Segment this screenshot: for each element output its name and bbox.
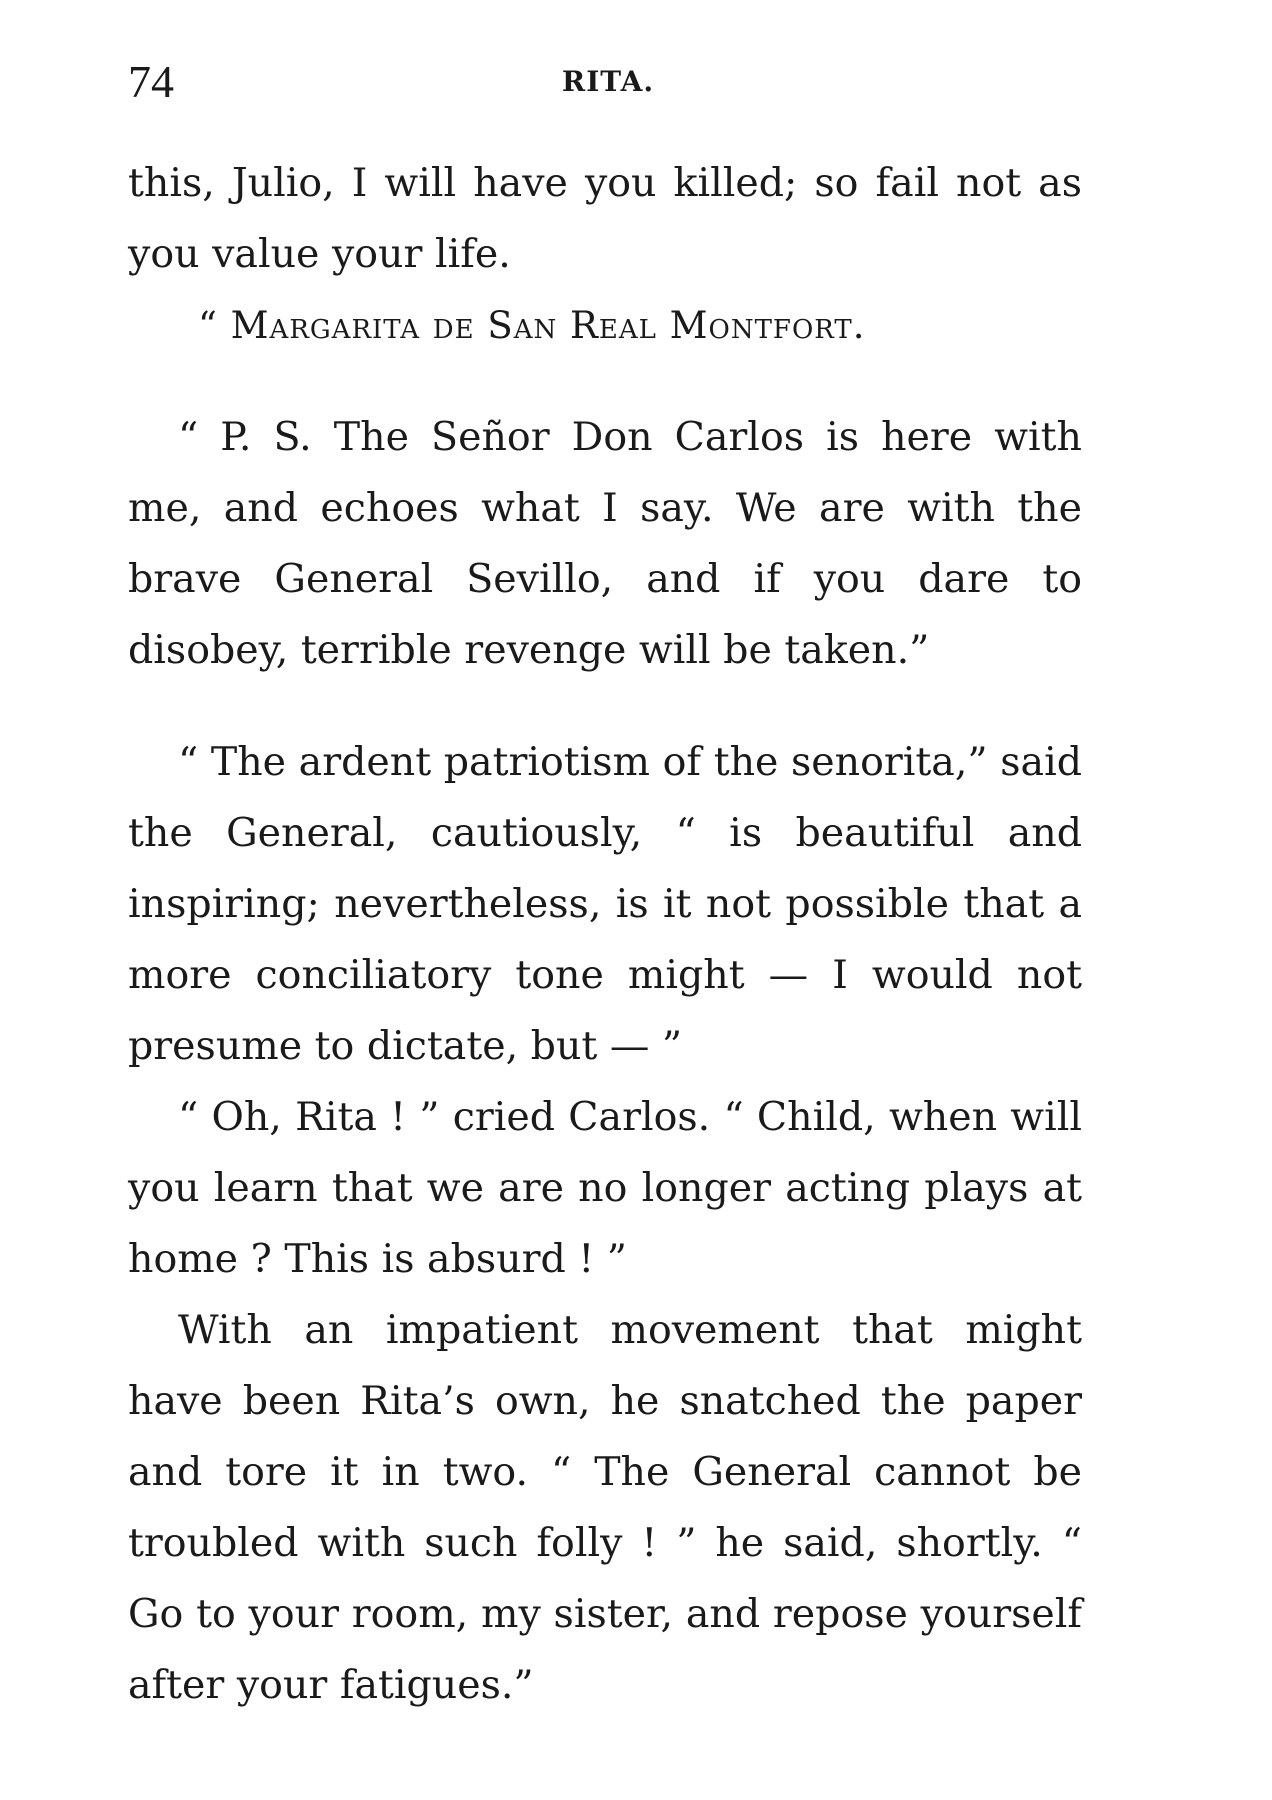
paragraph-postscript: “ P. S. The Señor Don Carlos is here with me, and echoes what I say. We are with the brave General Sevillo, and if you dare to disobey, terrible revenge will be taken.” — [128, 414, 1082, 673]
page-number: 74 — [128, 56, 174, 107]
paragraph-carlos-exclaims: “ Oh, Rita ! ” cried Carlos. “ Child, when will you learn that we are no longer acting plays at home ? This is absurd ! ” — [128, 1094, 1082, 1282]
letter-signature: “ Margarita de San Real Montfort. — [198, 304, 866, 347]
body-text — [128, 148, 1082, 1721]
paragraph-letter-ending: this, Julio, I will have you killed; so fail not as you value your life. — [128, 160, 1082, 277]
page-header — [128, 52, 1088, 112]
running-title: RITA. — [561, 65, 655, 98]
paragraph-torn-paper: With an impatient movement that might have been Rita’s own, he snatched the paper and tore it in two. “ The General cannot be troubled with such folly ! ” he said, shortly. “ Go to your room, my sister, and repose yourself after your fatigues.” — [128, 1307, 1082, 1708]
paragraph-general-reply: “ The ardent patriotism of the senorita,” said the General, cautiously, “ is beautiful and inspiring; nevertheless, is it not possible that a more conciliatory tone might — I would not presume to dictate, but — ” — [128, 739, 1082, 1069]
